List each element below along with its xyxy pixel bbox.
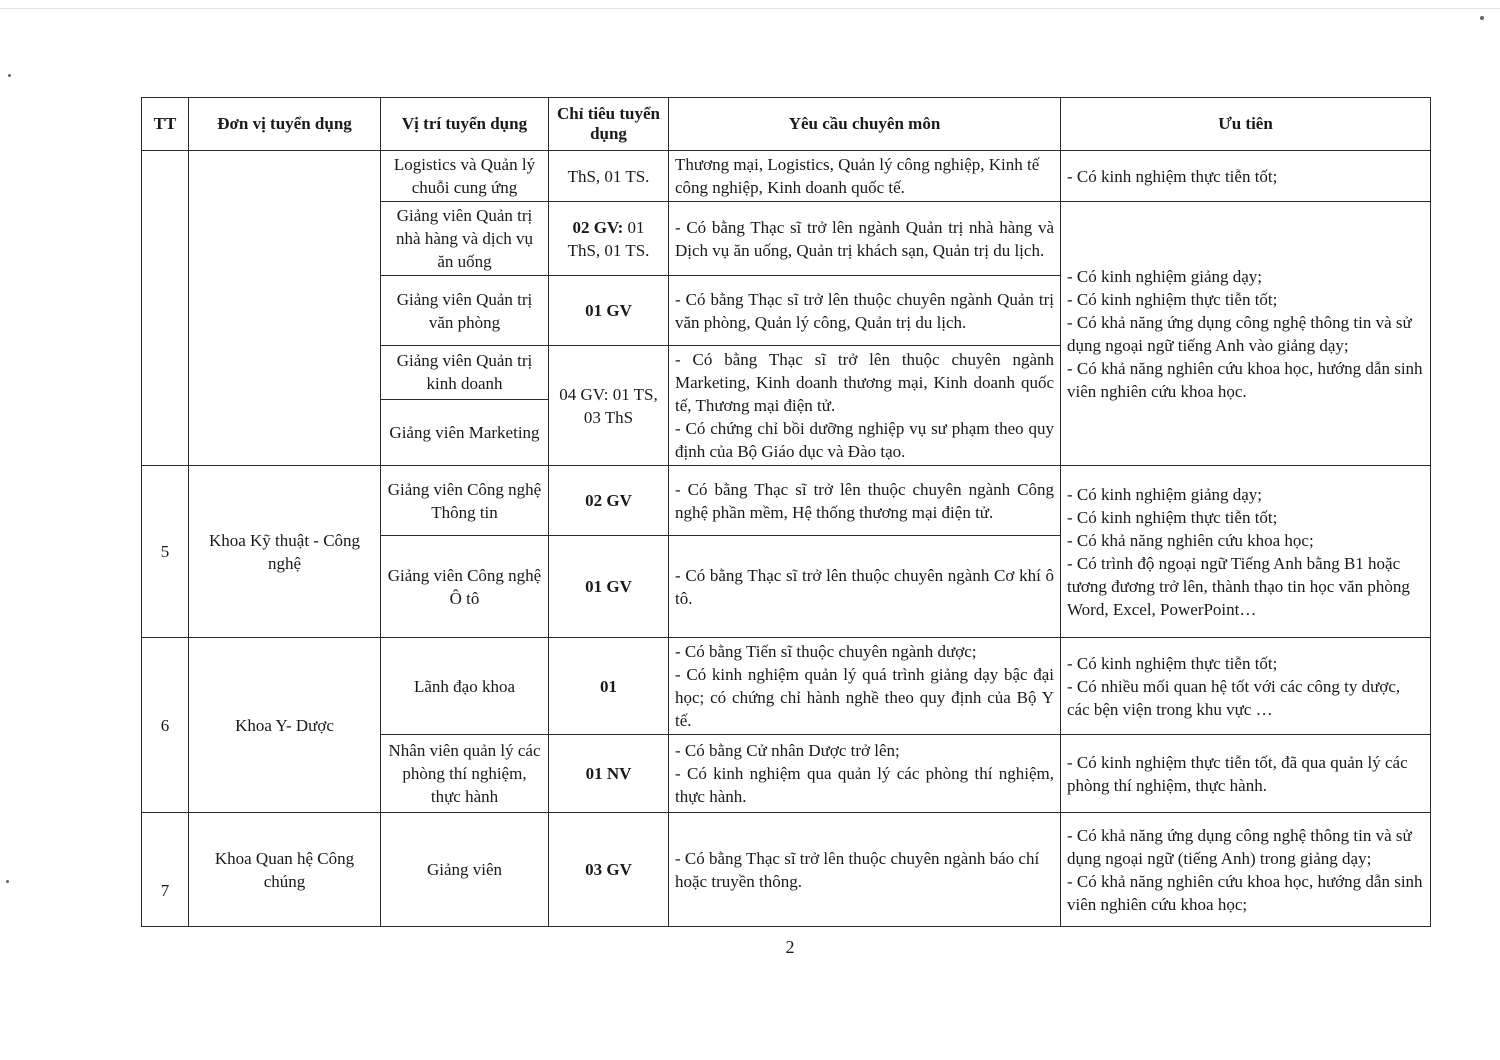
- recruitment-table: [141, 97, 1431, 927]
- cell-requirements: - Có bằng Thạc sĩ trở lên thuộc chuyên ngành Cơ khí ô tô.: [669, 536, 1061, 638]
- cell-requirements: - Có bằng Thạc sĩ trở lên thuộc chuyên ngành Công nghệ phần mềm, Hệ thống thương mại điện tử.: [669, 466, 1061, 536]
- cell-tt: 6: [142, 638, 189, 813]
- cell-requirements: - Có bằng Thạc sĩ trở lên thuộc chuyên ngành báo chí hoặc truyền thông.: [669, 813, 1061, 927]
- table-row: [142, 466, 1431, 536]
- table-row: [142, 151, 1431, 202]
- cell-position: Giảng viên Marketing: [381, 399, 549, 465]
- table-row: [142, 813, 1431, 927]
- cell-requirements: - Có bằng Tiến sĩ thuộc chuyên ngành dược; - Có kinh nghiệm quản lý quá trình giảng dạy bậc đại học; có chứng chỉ hành nghề theo quy định của Bộ Y tế.: [669, 638, 1061, 735]
- cell-requirements: - Có bằng Thạc sĩ trở lên ngành Quản trị nhà hàng và Dịch vụ ăn uống, Quản trị khách sạn, Quản trị du lịch.: [669, 202, 1061, 276]
- cell-tt-continued: [142, 151, 189, 466]
- cell-position: Nhân viên quản lý các phòng thí nghiệm, thực hành: [381, 735, 549, 813]
- cell-quota: 01 GV: [549, 276, 669, 346]
- cell-unit-continued: [189, 151, 381, 466]
- cell-priority: - Có kinh nghiệm thực tiễn tốt; - Có nhiều mối quan hệ tốt với các công ty dược, các bện viện trong khu vực …: [1061, 638, 1431, 735]
- cell-unit: Khoa Kỹ thuật - Công nghệ: [189, 466, 381, 638]
- cell-position: Lãnh đạo khoa: [381, 638, 549, 735]
- scan-speck: [6, 880, 9, 883]
- cell-quota: ThS, 01 TS.: [549, 151, 669, 202]
- table-row: [142, 638, 1431, 735]
- scan-speck: [8, 74, 11, 77]
- cell-tt: 7: [142, 813, 189, 927]
- cell-position: Logistics và Quản lý chuỗi cung ứng: [381, 151, 549, 202]
- cell-quota: 01: [549, 638, 669, 735]
- cell-quota: 03 GV: [549, 813, 669, 927]
- header-quota: Chỉ tiêu tuyển dụng: [549, 98, 669, 151]
- cell-requirements: Thương mại, Logistics, Quản lý công nghiệp, Kinh tế công nghiệp, Kinh doanh quốc tế.: [669, 151, 1061, 202]
- scan-speck: [1480, 16, 1484, 20]
- cell-position: Giảng viên Quản trị văn phòng: [381, 276, 549, 346]
- header-unit: Đơn vị tuyển dụng: [189, 98, 381, 151]
- header-priority: Ưu tiên: [1061, 98, 1431, 151]
- cell-priority: - Có kinh nghiệm thực tiễn tốt, đã qua quản lý các phòng thí nghiệm, thực hành.: [1061, 735, 1431, 813]
- cell-position: Giảng viên Công nghệ Ô tô: [381, 536, 549, 638]
- cell-quota: [549, 202, 669, 276]
- page-number: 2: [785, 937, 795, 957]
- cell-position: Giảng viên Quản trị nhà hàng và dịch vụ ăn uống: [381, 202, 549, 276]
- cell-priority: - Có kinh nghiệm giảng dạy; - Có kinh nghiệm thực tiễn tốt; - Có khả năng nghiên cứu khoa học; - Có trình độ ngoại ngữ Tiếng Anh bằng B1 hoặc tương đương trở lên, thành thạo tin học văn phòng Word, Excel, PowerPoint…: [1061, 466, 1431, 638]
- scan-edge-line: [0, 8, 1500, 9]
- header-position: Vị trí tuyển dụng: [381, 98, 549, 151]
- cell-position: Giảng viên Công nghệ Thông tin: [381, 466, 549, 536]
- cell-priority-group: - Có kinh nghiệm giảng dạy; - Có kinh nghiệm thực tiễn tốt; - Có khả năng ứng dụng công nghệ thông tin và sử dụng ngoại ngữ tiếng Anh vào giảng dạy; - Có khả năng nghiên cứu khoa học, hướng dẫn sinh viên nghiên cứu khoa học.: [1061, 202, 1431, 466]
- cell-unit: Khoa Quan hệ Công chúng: [189, 813, 381, 927]
- cell-quota: 02 GV: [549, 466, 669, 536]
- cell-position: Giảng viên Quản trị kinh doanh: [381, 346, 549, 400]
- quota-bold: 02 GV:: [572, 217, 624, 237]
- cell-unit: Khoa Y- Dược: [189, 638, 381, 813]
- cell-quota: 04 GV: 01 TS, 03 ThS: [549, 346, 669, 466]
- cell-priority: - Có kinh nghiệm thực tiễn tốt;: [1061, 151, 1431, 202]
- quota-rest: 01 ThS, 01 TS.: [567, 217, 650, 260]
- header-tt: TT: [142, 98, 189, 151]
- cell-quota: 01 NV: [549, 735, 669, 813]
- header-requirements: Yêu cầu chuyên môn: [669, 98, 1061, 151]
- cell-position: Giảng viên: [381, 813, 549, 927]
- cell-requirements: - Có bằng Thạc sĩ trở lên thuộc chuyên ngành Marketing, Kinh doanh thương mại, Kinh doanh quốc tế, Thương mại điện tử. - Có chứng chỉ bồi dưỡng nghiệp vụ sư phạm theo quy định của Bộ Giáo dục và Đào tạo.: [669, 346, 1061, 466]
- cell-requirements: - Có bằng Cử nhân Dược trở lên; - Có kinh nghiệm qua quản lý các phòng thí nghiệm, thực hành.: [669, 735, 1061, 813]
- cell-tt: 5: [142, 466, 189, 638]
- cell-priority: - Có khả năng ứng dụng công nghệ thông tin và sử dụng ngoại ngữ (tiếng Anh) trong giảng dạy; - Có khả năng nghiên cứu khoa học, hướng dẫn sinh viên nghiên cứu khoa học;: [1061, 813, 1431, 927]
- cell-quota: 01 GV: [549, 536, 669, 638]
- header-row: [142, 98, 1431, 151]
- cell-requirements: - Có bằng Thạc sĩ trở lên thuộc chuyên ngành Quản trị văn phòng, Quản lý công, Quản trị du lịch.: [669, 276, 1061, 346]
